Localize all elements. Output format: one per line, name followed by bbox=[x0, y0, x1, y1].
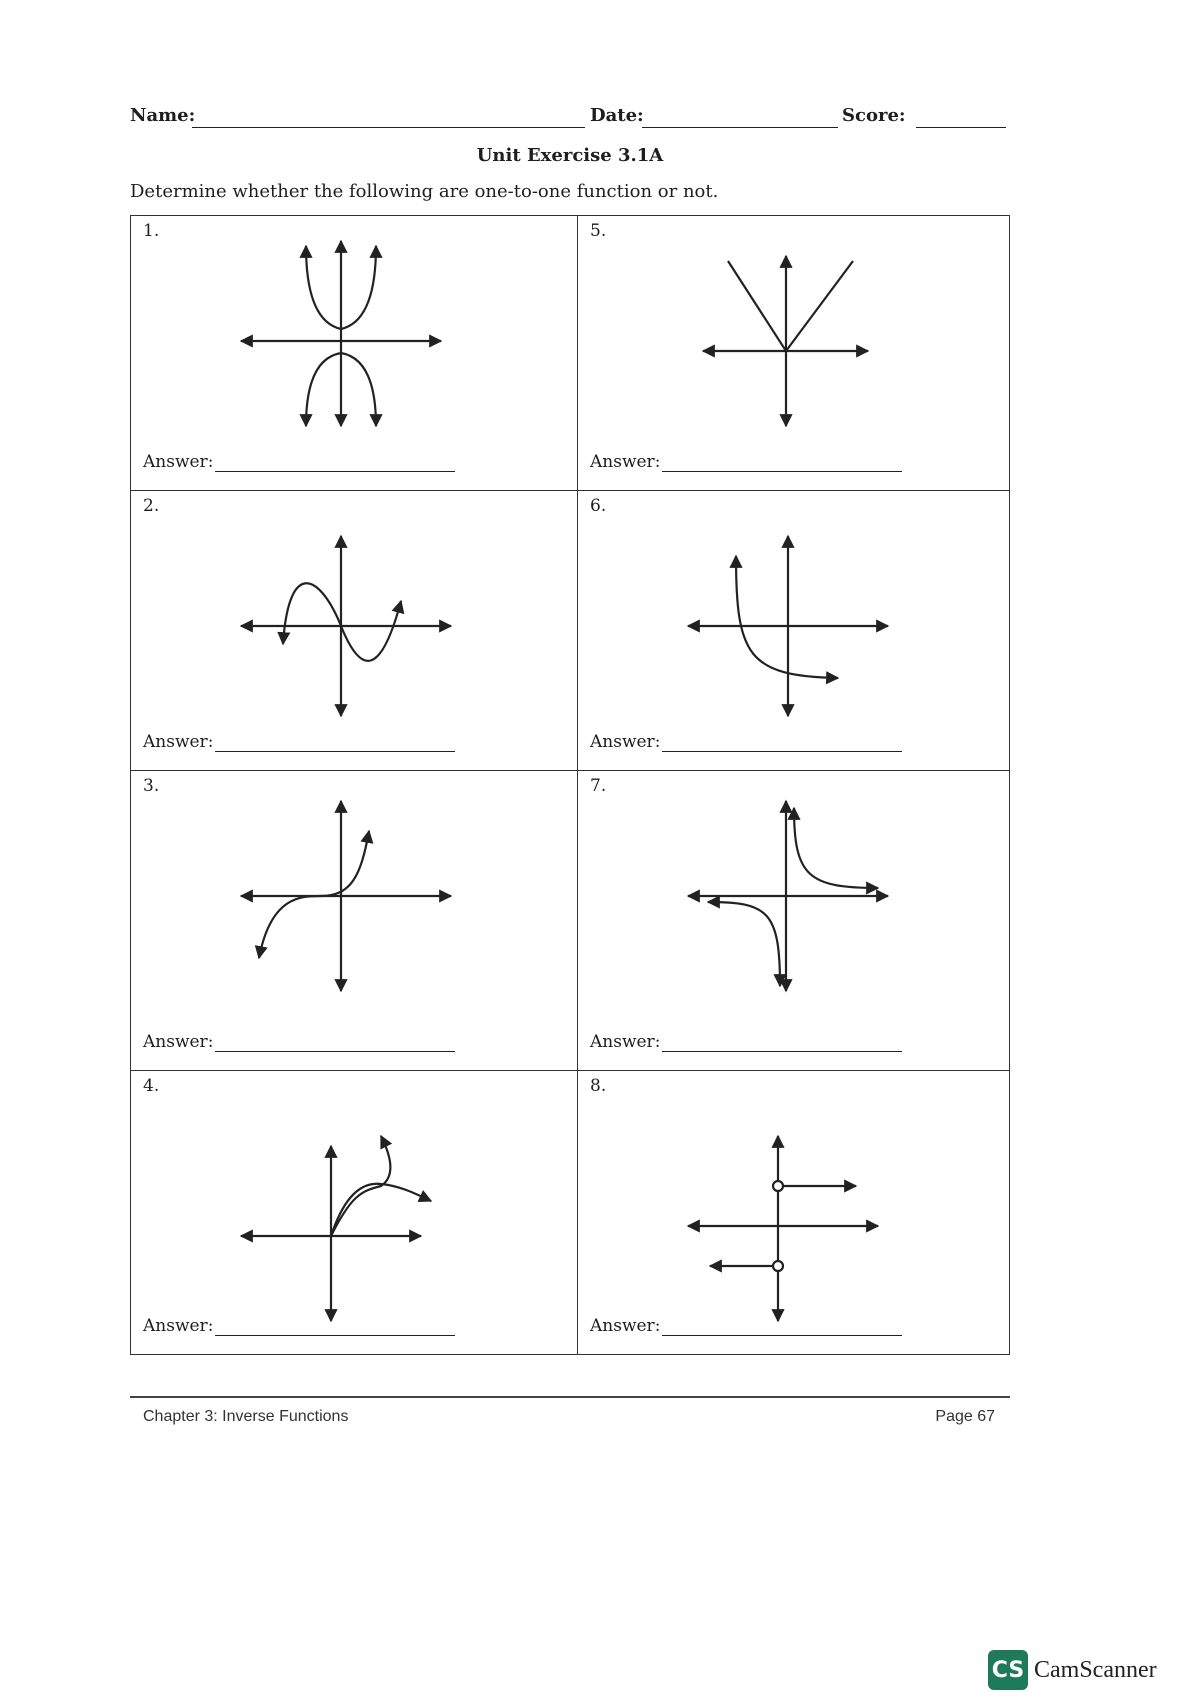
answer-field[interactable] bbox=[662, 1319, 902, 1336]
answer-row bbox=[590, 732, 902, 752]
footer-divider bbox=[130, 1396, 1010, 1398]
answer-row bbox=[590, 452, 902, 472]
answer-label: Answer: bbox=[590, 732, 661, 752]
answer-label: Answer: bbox=[143, 732, 214, 752]
footer-page-number: Page 67 bbox=[935, 1408, 995, 1425]
page-title: Unit Exercise 3.1A bbox=[476, 145, 664, 166]
question-6 bbox=[578, 491, 1009, 771]
score-field[interactable] bbox=[916, 127, 1006, 128]
footer-chapter: Chapter 3: Inverse Functions bbox=[143, 1408, 349, 1425]
score-label: Score: bbox=[842, 105, 906, 126]
answer-field[interactable] bbox=[662, 1035, 902, 1052]
question-5 bbox=[578, 216, 1009, 491]
instructions: Determine whether the following are one-to-one function or not. bbox=[130, 181, 719, 202]
graph-5-absolute-value bbox=[688, 241, 908, 441]
question-number: 7. bbox=[590, 776, 607, 796]
question-1 bbox=[131, 216, 578, 491]
graph-6-decaying-curve bbox=[688, 516, 908, 716]
answer-field[interactable] bbox=[215, 455, 455, 472]
answer-field[interactable] bbox=[215, 735, 455, 752]
answer-row bbox=[143, 1316, 455, 1336]
camscanner-label: CamScanner bbox=[1034, 1656, 1157, 1683]
question-3 bbox=[131, 771, 578, 1071]
answer-label: Answer: bbox=[143, 1316, 214, 1336]
answer-label: Answer: bbox=[590, 1032, 661, 1052]
questions-grid bbox=[130, 215, 1010, 1355]
answer-label: Answer: bbox=[590, 452, 661, 472]
answer-label: Answer: bbox=[590, 1316, 661, 1336]
answer-field[interactable] bbox=[662, 735, 902, 752]
student-info-header bbox=[130, 105, 1010, 131]
graph-1-two-parabolas bbox=[241, 241, 461, 441]
date-label: Date: bbox=[590, 105, 644, 126]
answer-row bbox=[143, 1032, 455, 1052]
graph-8-step-function bbox=[688, 1096, 908, 1296]
answer-field[interactable] bbox=[215, 1319, 455, 1336]
graph-2-cubic-wave bbox=[241, 516, 461, 716]
question-number: 2. bbox=[143, 496, 160, 516]
date-field[interactable] bbox=[642, 127, 838, 128]
question-4 bbox=[131, 1071, 578, 1354]
question-number: 1. bbox=[143, 221, 160, 241]
question-number: 5. bbox=[590, 221, 607, 241]
answer-label: Answer: bbox=[143, 1032, 214, 1052]
answer-field[interactable] bbox=[662, 455, 902, 472]
answer-row bbox=[590, 1032, 902, 1052]
name-field[interactable] bbox=[192, 127, 585, 128]
graph-7-hyperbola bbox=[688, 796, 908, 996]
graph-3-increasing-cubic bbox=[241, 796, 461, 996]
answer-label: Answer: bbox=[143, 452, 214, 472]
answer-row bbox=[143, 732, 455, 752]
camscanner-watermark bbox=[988, 1650, 1157, 1690]
camscanner-logo-icon: CS bbox=[988, 1650, 1028, 1690]
graph-4-crossing-curves bbox=[241, 1096, 461, 1296]
question-number: 8. bbox=[590, 1076, 607, 1096]
answer-row bbox=[590, 1316, 902, 1336]
question-7 bbox=[578, 771, 1009, 1071]
question-8 bbox=[578, 1071, 1009, 1354]
question-number: 6. bbox=[590, 496, 607, 516]
answer-field[interactable] bbox=[215, 1035, 455, 1052]
question-2 bbox=[131, 491, 578, 771]
name-label: Name: bbox=[130, 105, 196, 126]
question-number: 4. bbox=[143, 1076, 160, 1096]
question-number: 3. bbox=[143, 776, 160, 796]
answer-row bbox=[143, 452, 455, 472]
